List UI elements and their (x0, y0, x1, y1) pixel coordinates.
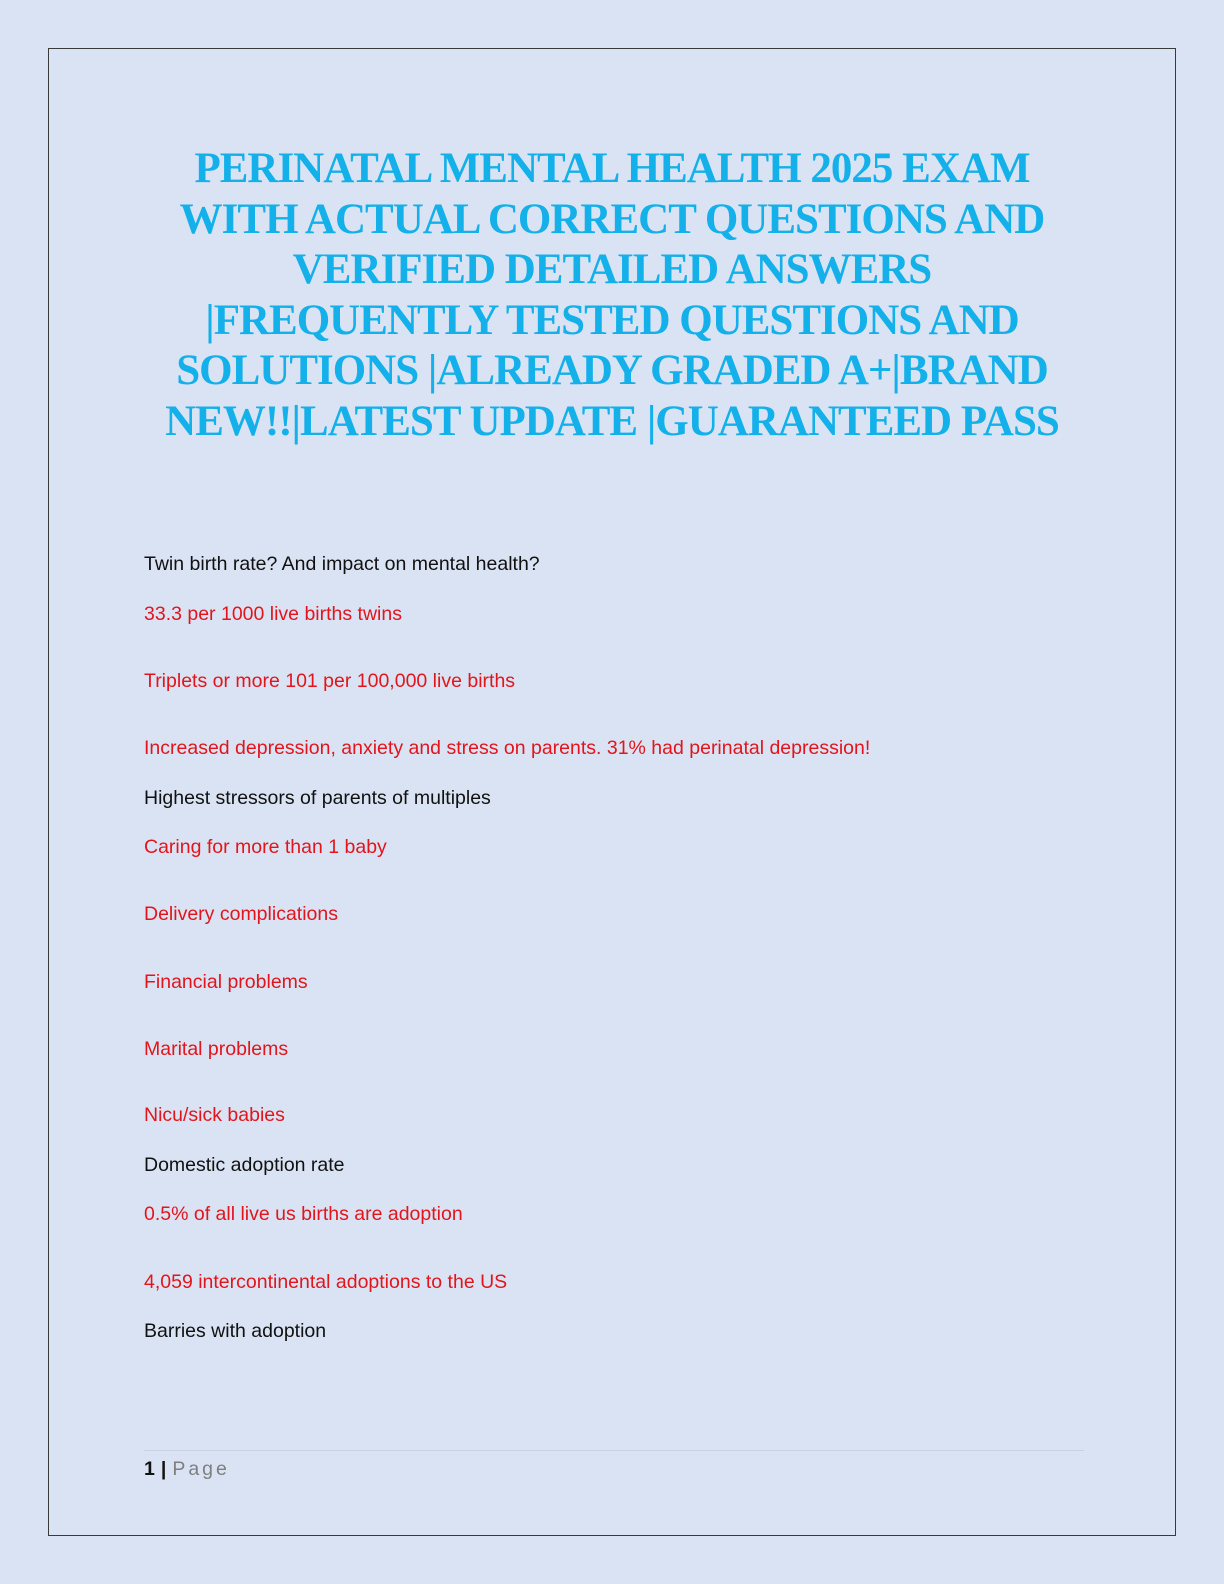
answer-text: Triplets or more 101 per 100,000 live births (144, 670, 516, 692)
answer-text: Nicu/sick babies (144, 1104, 285, 1126)
title-line: PERINATAL MENTAL HEALTH 2025 EXAM (194, 145, 1030, 192)
answer-text: Caring for more than 1 baby (144, 836, 387, 858)
question-text: Domestic adoption rate (144, 1154, 345, 1176)
title-line: NEW!!|LATEST UPDATE |GUARANTEED PASS (165, 397, 1059, 445)
page-number: 1 (144, 1458, 155, 1480)
document-title (120, 144, 1104, 447)
page-footer (144, 1457, 230, 1481)
question-text: Highest stressors of parents of multiples (144, 787, 491, 809)
title-line: |FREQUENTLY TESTED QUESTIONS AND (205, 296, 1019, 344)
question-text: Barries with adoption (144, 1320, 327, 1342)
title-line: WITH ACTUAL CORRECT QUESTIONS AND (179, 195, 1045, 243)
page-separator: | (160, 1458, 167, 1480)
title-line: VERIFIED DETAILED ANSWERS (292, 246, 932, 293)
answer-text: Increased depression, anxiety and stress on parents. 31% had perinatal depression! (144, 737, 871, 759)
answer-text: Delivery complications (144, 903, 338, 925)
answer-text: Financial problems (144, 971, 308, 993)
footer-divider (144, 1450, 1084, 1451)
answer-text: 33.3 per 1000 live births twins (144, 603, 402, 625)
answer-text: 0.5% of all live us births are adoption (144, 1203, 463, 1225)
answer-text: 4,059 intercontinental adoptions to the US (144, 1271, 508, 1293)
answer-text: Marital problems (144, 1038, 289, 1060)
title-line: SOLUTIONS |ALREADY GRADED A+|BRAND (176, 347, 1048, 394)
question-text: Twin birth rate? And impact on mental health? (144, 553, 540, 575)
page-label: Page (172, 1458, 230, 1480)
